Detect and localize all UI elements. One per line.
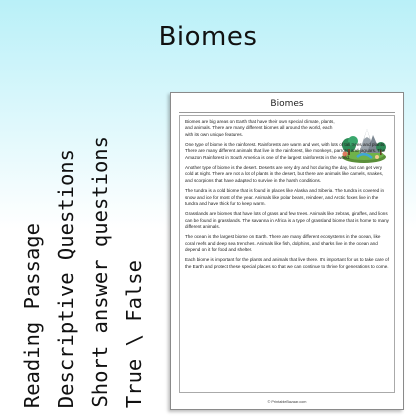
passage-paragraph: Each biome is important for the plants and animals that live there. It's important for us to take care of the Earth and protect these special places so that we can continue to thrive for generations to come.: [185, 257, 389, 269]
worksheet-footer: © PrintableBazaar.com: [267, 400, 307, 404]
side-labels: [0, 70, 165, 416]
side-label-short-answer-questions: Short answer questions: [88, 136, 112, 408]
passage-paragraph: Biomes are big areas on Earth that have their own special climate, plants, and animals. There are many different biomes all around the world, each with its own unique features.: [185, 119, 335, 137]
side-label-reading-passage: Reading Passage: [20, 222, 44, 408]
passage-paragraph: Grasslands are biomes that have lots of grass and few trees. Animals like zebras, giraffes, and lions can be found in grasslands. The savanna in Africa is a type of grassland biome that is home to many different animals.: [185, 211, 389, 229]
worksheet-preview: [170, 92, 404, 410]
side-label-descriptive-questions: Descriptive Questions: [54, 148, 78, 408]
passage-paragraph: Another type of biome is the desert. Deserts are very dry and hot during the day, but can get very cold at night. There are not a lot of plants in the desert, but there are animals like camels, snakes, and scorpions that have adapted to survive in the harsh conditions.: [185, 165, 384, 183]
reading-passage: [185, 119, 391, 274]
passage-paragraph: The tundra is a cold biome that is found in places like Alaska and Siberia. The tundra is covered in snow and ice for most of the year. Animals like polar bears, reindeer, and Arctic foxes live in the tundra and have thick fur to keep warm.: [185, 188, 385, 206]
passage-paragraph: The ocean is the largest biome on Earth. There are many different ecosystems in the ocean, like coral reefs and deep sea trenches. Animals like fish, dolphins, and sharks live in the ocean and depend on it for food and shelter.: [185, 234, 381, 252]
page-title: Biomes: [158, 22, 258, 52]
side-label-true-false: True \ False: [122, 259, 146, 408]
worksheet-title: Biomes: [270, 99, 304, 109]
passage-paragraph: One type of biome is the rainforest. Rainforests are warm and wet, with lots of tall trees and plants. There are many different animals that live in the rainforest, like monkeys, parrots, and jaguars. The Amazon Rainforest in South America is one of the largest rainforests in the world.: [185, 142, 386, 160]
title-divider: [179, 112, 395, 113]
